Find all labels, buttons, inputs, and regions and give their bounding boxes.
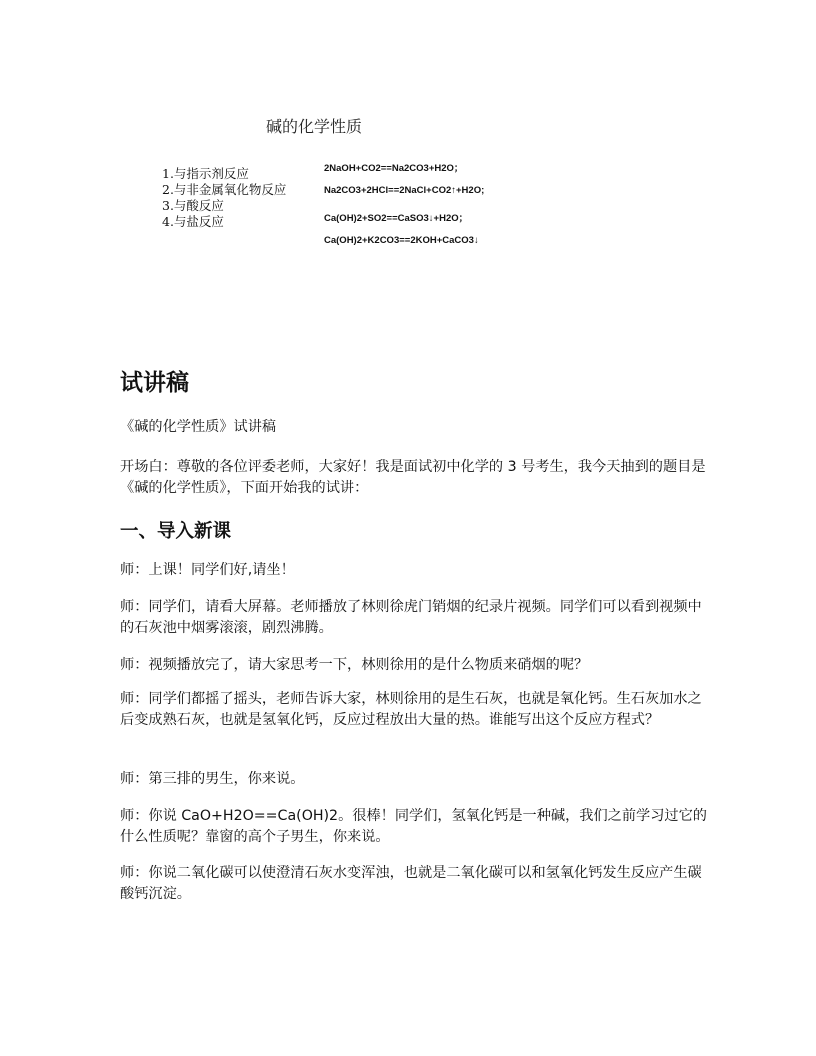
equation-2: Na2CO3+2HCl==2NaCl+CO2↑+H2O; <box>324 185 485 196</box>
list-item: 3.与酸反应 <box>162 198 224 213</box>
section-heading: 一、导入新课 <box>120 521 232 542</box>
paragraph: 师：同学们，请看大屏幕。老师播放了林则徐虎门销烟的纪录片视频。同学们可以看到视频中的石灰池中烟雾滚滚，剧烈沸腾。 <box>120 599 702 636</box>
equation-3: Ca(OH)2+SO2==CaSO3↓+H2O； <box>324 213 469 224</box>
paragraph: 师：同学们都摇了摇头，老师告诉大家，林则徐用的是生石灰，也就是氧化钙。生石灰加水之后变成熟石灰，也就是氢氧化钙，反应过程放出大量的热。谁能写出这个反应方程式？ <box>120 691 702 728</box>
list-item: 4.与盐反应 <box>162 214 224 229</box>
paragraph: 师：你说二氧化碳可以使澄清石灰水变浑浊，也就是二氧化碳可以和氢氧化钙发生反应产生碳酸钙沉淀。 <box>120 865 702 902</box>
paragraph: 师：视频播放完了，请大家思考一下，林则徐用的是什么物质来硝烟的呢？ <box>120 657 589 673</box>
list-item: 1.与指示剂反应 <box>162 166 249 181</box>
property-list <box>162 166 286 230</box>
paragraph: 师：第三排的男生，你来说。 <box>120 771 305 787</box>
board-title: 碱的化学性质 <box>266 117 363 136</box>
page-heading: 试讲稿 <box>120 370 189 396</box>
subtitle: 《碱的化学性质》试讲稿 <box>120 419 277 435</box>
paragraph: 师：你说 CaO+H2O==Ca(OH)2。很棒！同学们，氢氧化钙是一种碱，我们之前学习过它的什么性质呢？靠窗的高个子男生，你来说。 <box>120 808 707 845</box>
equation-4: Ca(OH)2+K2CO3==2KOH+CaCO3↓ <box>324 235 479 246</box>
paragraph: 师：上课！同学们好,请坐！ <box>120 562 295 578</box>
list-item: 2.与非金属氧化物反应 <box>162 182 287 197</box>
opening-paragraph: 开场白：尊敬的各位评委老师，大家好！我是面试初中化学的 3 号考生，我今天抽到的题目是《碱的化学性质》，下面开始我的试讲： <box>120 459 706 496</box>
equation-1: 2NaOH+CO2==Na2CO3+H2O； <box>324 163 464 174</box>
